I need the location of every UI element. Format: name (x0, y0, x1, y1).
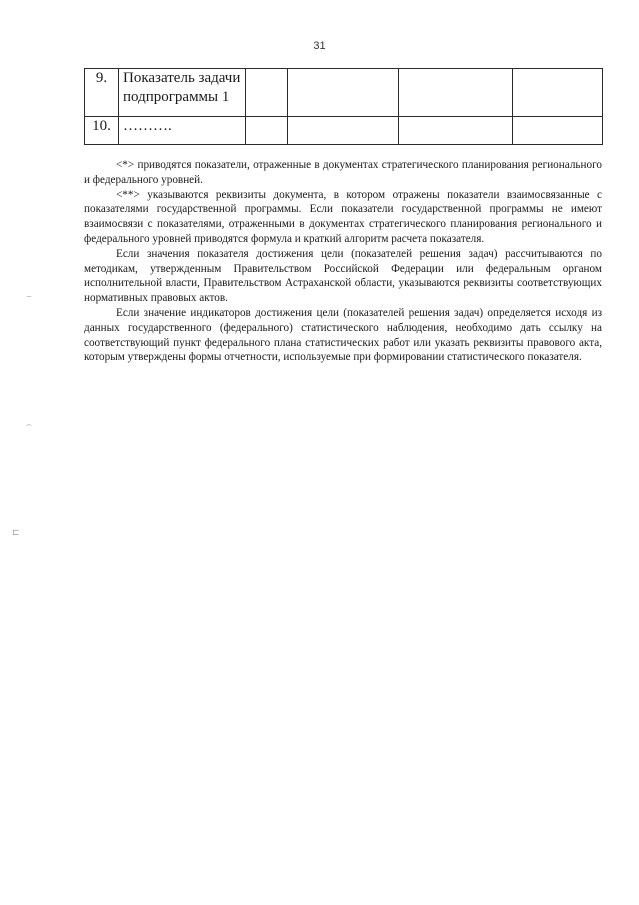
scan-artifact: ⌣ (26, 292, 32, 302)
table-cell (246, 69, 288, 117)
footnote-double-asterisk: <**> указываются реквизиты документа, в котором отражены показатели взаимосвязанные с показателями государственной программы. Если показатели государственной программы не имеют взаимосвязи с показателями, отраженными в документах стратегического планирования регионального и федерального уровней приводятся формула и краткий алгоритм расчета показателя. (84, 188, 602, 245)
note-calculation-methods: Если значения показателя достижения цели (показателей решения задач) рассчитываются по методикам, утвержденным Правительством Российской Федерации или федеральным органом исполнительной власти, Правительством Астраханской области, указываются реквизиты соответствующих нормативных правовых актов. (84, 247, 602, 305)
footnote-single-asterisk: <*> приводятся показатели, отраженные в документах стратегического планирования регионального и федерального уровней. (84, 159, 602, 186)
table-row (85, 117, 603, 145)
indicator-name: Показатель задачи подпрограммы 1 (119, 69, 246, 117)
table-row (85, 69, 603, 117)
row-number: 10. (85, 117, 119, 145)
table-cell (399, 117, 513, 145)
row-number: 9. (85, 69, 119, 117)
indicators-table (84, 68, 603, 145)
table-cell (288, 117, 399, 145)
scan-artifact: ⊏ (12, 528, 20, 538)
scan-artifact: ⌢ (26, 420, 32, 430)
page-number: 31 (313, 40, 326, 52)
table-cell (513, 69, 603, 117)
table-cell (513, 117, 603, 145)
table-cell (399, 69, 513, 117)
footnotes (84, 158, 602, 365)
indicator-name: ………. (119, 117, 246, 145)
note-statistical-data: Если значение индикаторов достижения цели (показателей решения задач) определяется исходя из данных государственного (федерального) статистического наблюдения, необходимо дать ссылку на соответствующий пункт федерального плана статистических работ или указать реквизиты правового акта, которым утверждены формы отчетности, используемые при формировании статистического показателя. (84, 306, 602, 364)
table-cell (246, 117, 288, 145)
table-cell (288, 69, 399, 117)
